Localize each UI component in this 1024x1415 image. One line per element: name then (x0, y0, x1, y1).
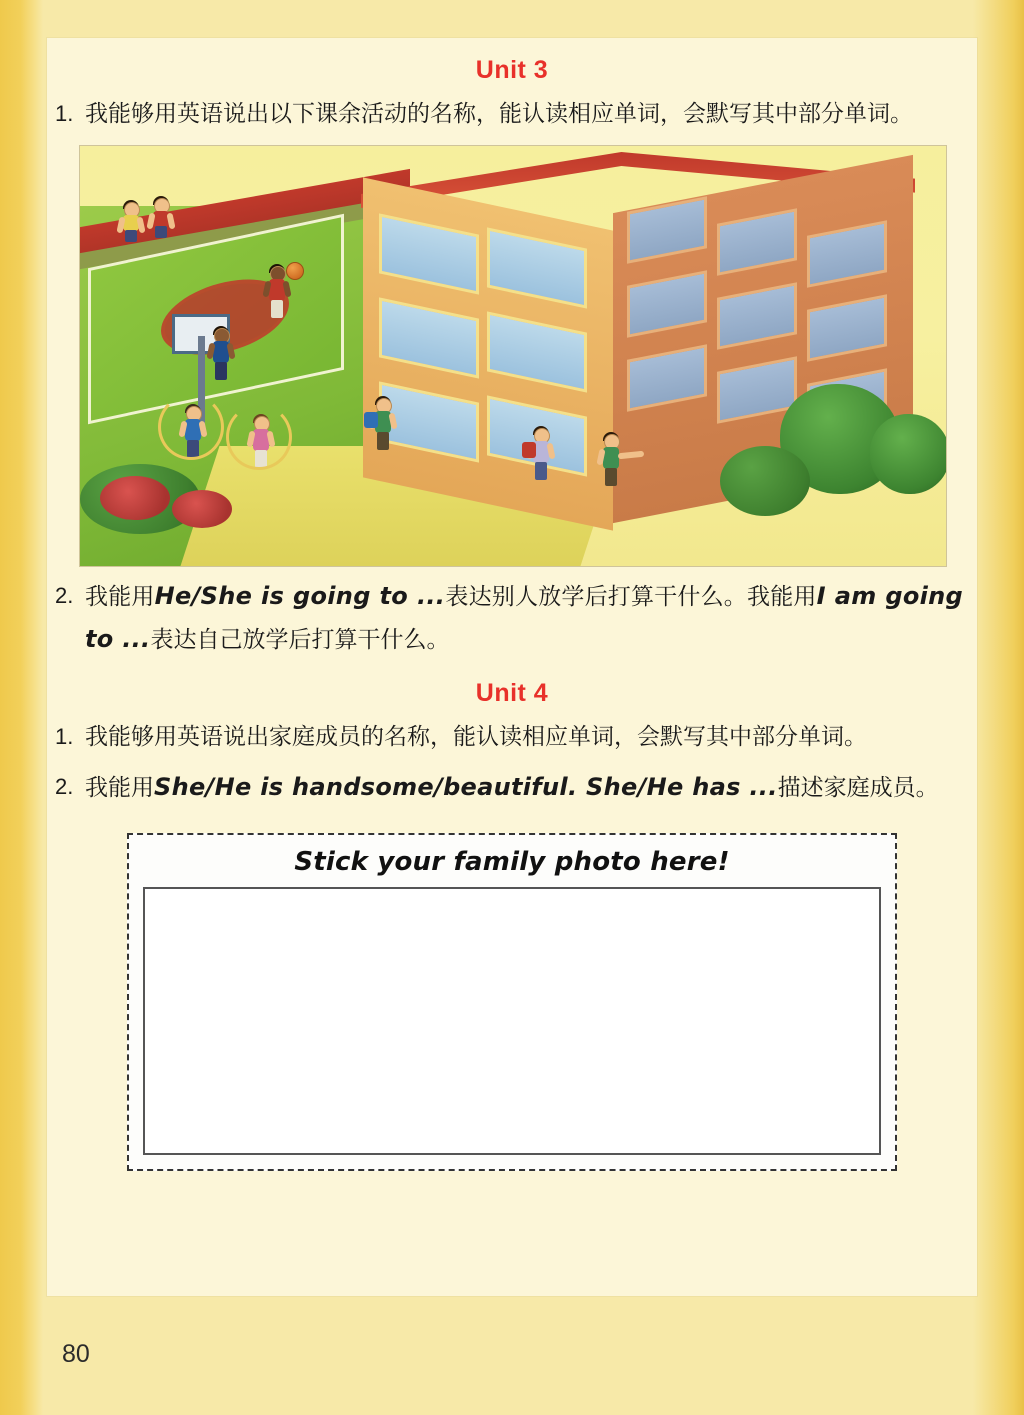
illustration-backpack (364, 412, 378, 428)
illustration-flower-bush (172, 490, 232, 528)
unit-3-item-2-text-middle: 表达别人放学后打算干什么。我能用 (445, 584, 817, 610)
family-photo-box[interactable] (127, 833, 897, 1171)
unit-3-item-1 (47, 93, 977, 135)
unit-3-item-2-english-2: I am going to ... (85, 582, 964, 653)
family-photo-caption: Stick your family photo here! (294, 847, 730, 877)
family-photo-placeholder[interactable] (143, 887, 881, 1155)
unit-4-item-2-text-after: 描述家庭成员。 (777, 775, 939, 801)
unit-4-item-1-text: 我能够用英语说出家庭成员的名称，能认读相应单词，会默写其中部分单词。 (85, 724, 867, 750)
unit-4-item-2-text-before: 我能用 (85, 775, 154, 801)
illustration-tree (870, 414, 947, 494)
unit-3-item-2-text-after: 表达自己放学后打算干什么。 (150, 627, 450, 653)
illustration-backpack (522, 442, 536, 458)
unit-4-title: Unit 4 (475, 679, 549, 707)
page-content (47, 38, 977, 1296)
unit-3-item-2-text-before: 我能用 (85, 584, 155, 610)
unit-3-item-2-number: 2. (55, 583, 74, 608)
unit-3-item-1-number: 1. (55, 101, 74, 126)
unit-3-title: Unit 3 (475, 56, 549, 84)
illustration-flower-bush (100, 476, 170, 520)
unit-3-item-2-english-1: He/She is going to ... (154, 582, 446, 610)
unit-3-item-1-text: 我能够用英语说出以下课余活动的名称，能认读相应单词，会默写其中部分单词。 (85, 101, 913, 127)
illustration-bush (720, 446, 810, 516)
school-scene-illustration (79, 145, 947, 567)
unit-4-item-2-english-1: She/He is handsome/beautiful. She/He has ... (154, 773, 778, 801)
unit-3-item-2 (47, 575, 977, 661)
unit-4-item-1 (47, 716, 977, 758)
unit-3-item-2-text (85, 575, 963, 661)
unit-4-item-2 (47, 766, 977, 809)
unit-4-item-2-number: 2. (55, 774, 74, 799)
page-number: 80 (62, 1340, 90, 1368)
illustration-jump-rope (158, 394, 224, 460)
unit-4-item-1-number: 1. (55, 724, 74, 749)
illustration-jump-rope (226, 404, 292, 470)
unit-4-item-2-text (85, 766, 963, 809)
illustration-basketball (286, 262, 304, 280)
